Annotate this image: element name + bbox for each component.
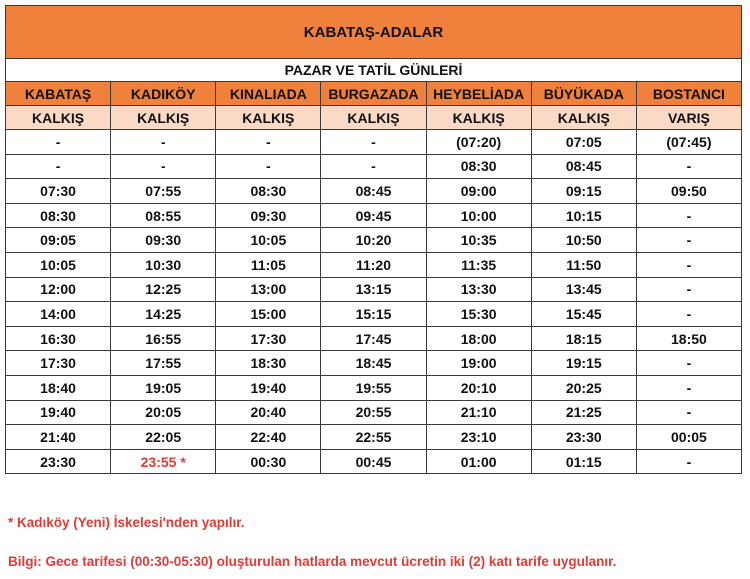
time-cell: 17:30 bbox=[216, 326, 321, 351]
time-cell: - bbox=[636, 302, 741, 327]
time-cell: 18:40 bbox=[6, 375, 111, 400]
kind-header: KALKIŞ bbox=[111, 106, 216, 130]
time-row bbox=[6, 351, 742, 376]
time-cell: 20:10 bbox=[426, 375, 531, 400]
time-cell: 08:45 bbox=[321, 179, 426, 204]
time-cell: 12:25 bbox=[111, 277, 216, 302]
time-cell: 13:45 bbox=[531, 277, 636, 302]
time-cell: 09:05 bbox=[6, 228, 111, 253]
kind-header: VARIŞ bbox=[636, 106, 741, 130]
departure-arrival-row bbox=[6, 106, 742, 130]
time-cell: - bbox=[636, 449, 741, 474]
time-cell: 10:50 bbox=[531, 228, 636, 253]
time-cell: 18:30 bbox=[216, 351, 321, 376]
time-cell: 14:00 bbox=[6, 302, 111, 327]
station-header: KINALIADA bbox=[216, 82, 321, 106]
time-cell: 09:30 bbox=[111, 228, 216, 253]
subtitle-row bbox=[6, 59, 742, 82]
time-cell: 22:55 bbox=[321, 425, 426, 450]
time-cell: 22:05 bbox=[111, 425, 216, 450]
station-header: BOSTANCI bbox=[636, 82, 741, 106]
time-cell: - bbox=[321, 130, 426, 155]
time-cell: 19:55 bbox=[321, 375, 426, 400]
time-cell: 10:05 bbox=[216, 228, 321, 253]
time-cell: 00:05 bbox=[636, 425, 741, 450]
time-cell: 10:20 bbox=[321, 228, 426, 253]
time-cell: - bbox=[111, 154, 216, 179]
time-cell: - bbox=[216, 130, 321, 155]
time-cell: - bbox=[6, 154, 111, 179]
time-cell: - bbox=[636, 277, 741, 302]
time-cell: 08:55 bbox=[111, 203, 216, 228]
ferry-timetable bbox=[5, 5, 742, 474]
time-cell: - bbox=[636, 375, 741, 400]
time-row bbox=[6, 252, 742, 277]
kadikoy-footnote: * Kadıköy (Yeni) İskelesi'nden yapılır. bbox=[8, 515, 245, 530]
time-row bbox=[6, 277, 742, 302]
kind-header: KALKIŞ bbox=[321, 106, 426, 130]
time-cell: 09:30 bbox=[216, 203, 321, 228]
time-cell: 17:55 bbox=[111, 351, 216, 376]
time-cell: 16:55 bbox=[111, 326, 216, 351]
time-cell: 15:30 bbox=[426, 302, 531, 327]
time-cell: 10:35 bbox=[426, 228, 531, 253]
time-row bbox=[6, 400, 742, 425]
time-row bbox=[6, 130, 742, 155]
time-cell: 13:15 bbox=[321, 277, 426, 302]
time-cell: 22:40 bbox=[216, 425, 321, 450]
time-cell: 11:35 bbox=[426, 252, 531, 277]
kind-header: KALKIŞ bbox=[216, 106, 321, 130]
time-cell: (07:45) bbox=[636, 130, 741, 155]
time-cell: 17:30 bbox=[6, 351, 111, 376]
time-cell: - bbox=[636, 252, 741, 277]
station-header: BURGAZADA bbox=[321, 82, 426, 106]
time-cell: 18:45 bbox=[321, 351, 426, 376]
title-row bbox=[6, 6, 742, 59]
station-header: BÜYÜKADA bbox=[531, 82, 636, 106]
timetable-title: KABATAŞ-ADALAR bbox=[6, 6, 742, 59]
time-cell: 23:10 bbox=[426, 425, 531, 450]
station-header: HEYBELİADA bbox=[426, 82, 531, 106]
time-cell: 18:50 bbox=[636, 326, 741, 351]
time-cell: 15:15 bbox=[321, 302, 426, 327]
time-row bbox=[6, 228, 742, 253]
time-cell: 08:30 bbox=[216, 179, 321, 204]
time-cell: 01:00 bbox=[426, 449, 531, 474]
time-cell: 09:15 bbox=[531, 179, 636, 204]
time-cell: - bbox=[636, 400, 741, 425]
time-cell: 19:40 bbox=[6, 400, 111, 425]
time-cell: - bbox=[6, 130, 111, 155]
time-cell: - bbox=[216, 154, 321, 179]
time-cell: 09:45 bbox=[321, 203, 426, 228]
time-cell: 23:30 bbox=[531, 425, 636, 450]
time-cell: - bbox=[111, 130, 216, 155]
time-cell: 10:15 bbox=[531, 203, 636, 228]
time-cell: 11:50 bbox=[531, 252, 636, 277]
time-cell: 17:45 bbox=[321, 326, 426, 351]
time-row bbox=[6, 203, 742, 228]
time-cell: 00:30 bbox=[216, 449, 321, 474]
time-cell: 20:25 bbox=[531, 375, 636, 400]
time-cell: 20:55 bbox=[321, 400, 426, 425]
time-cell: 01:15 bbox=[531, 449, 636, 474]
time-row bbox=[6, 154, 742, 179]
time-cell: 18:15 bbox=[531, 326, 636, 351]
station-header-row bbox=[6, 82, 742, 106]
time-cell: 21:40 bbox=[6, 425, 111, 450]
time-cell: 13:00 bbox=[216, 277, 321, 302]
time-row bbox=[6, 375, 742, 400]
time-cell: 14:25 bbox=[111, 302, 216, 327]
time-cell: 00:45 bbox=[321, 449, 426, 474]
timetable-body bbox=[6, 6, 742, 474]
time-cell: 15:45 bbox=[531, 302, 636, 327]
time-cell: 08:30 bbox=[6, 203, 111, 228]
time-cell: 07:05 bbox=[531, 130, 636, 155]
kind-header: KALKIŞ bbox=[531, 106, 636, 130]
time-cell: 21:25 bbox=[531, 400, 636, 425]
time-cell: - bbox=[636, 228, 741, 253]
time-cell: 15:00 bbox=[216, 302, 321, 327]
time-cell: 10:00 bbox=[426, 203, 531, 228]
time-cell: 20:05 bbox=[111, 400, 216, 425]
time-cell: 23:55 * bbox=[111, 449, 216, 474]
time-cell: 08:30 bbox=[426, 154, 531, 179]
time-cell: 23:30 bbox=[6, 449, 111, 474]
time-cell: 11:20 bbox=[321, 252, 426, 277]
time-cell: - bbox=[636, 351, 741, 376]
time-cell: 20:40 bbox=[216, 400, 321, 425]
time-cell: 19:40 bbox=[216, 375, 321, 400]
time-cell: - bbox=[636, 203, 741, 228]
time-cell: (07:20) bbox=[426, 130, 531, 155]
kind-header: KALKIŞ bbox=[426, 106, 531, 130]
time-cell: 07:30 bbox=[6, 179, 111, 204]
time-cell: 16:30 bbox=[6, 326, 111, 351]
time-cell: 11:05 bbox=[216, 252, 321, 277]
time-cell: 09:50 bbox=[636, 179, 741, 204]
timetable-subtitle: PAZAR VE TATİL GÜNLERİ bbox=[6, 59, 742, 82]
time-cell: - bbox=[636, 154, 741, 179]
time-cell: 19:00 bbox=[426, 351, 531, 376]
time-cell: 19:05 bbox=[111, 375, 216, 400]
time-row bbox=[6, 302, 742, 327]
time-cell: 10:30 bbox=[111, 252, 216, 277]
station-header: KADIKÖY bbox=[111, 82, 216, 106]
time-cell: 21:10 bbox=[426, 400, 531, 425]
station-header: KABATAŞ bbox=[6, 82, 111, 106]
time-cell: - bbox=[321, 154, 426, 179]
night-fare-note: Bilgi: Gece tarifesi (00:30-05:30) oluşturulan hatlarda mevcut ücretin iki (2) katı tarife uygulanır. bbox=[8, 554, 617, 569]
time-cell: 10:05 bbox=[6, 252, 111, 277]
time-cell: 12:00 bbox=[6, 277, 111, 302]
time-row bbox=[6, 449, 742, 474]
time-cell: 18:00 bbox=[426, 326, 531, 351]
time-row bbox=[6, 326, 742, 351]
kind-header: KALKIŞ bbox=[6, 106, 111, 130]
time-cell: 08:45 bbox=[531, 154, 636, 179]
time-row bbox=[6, 425, 742, 450]
time-row bbox=[6, 179, 742, 204]
time-cell: 19:15 bbox=[531, 351, 636, 376]
time-cell: 07:55 bbox=[111, 179, 216, 204]
time-cell: 09:00 bbox=[426, 179, 531, 204]
time-cell: 13:30 bbox=[426, 277, 531, 302]
